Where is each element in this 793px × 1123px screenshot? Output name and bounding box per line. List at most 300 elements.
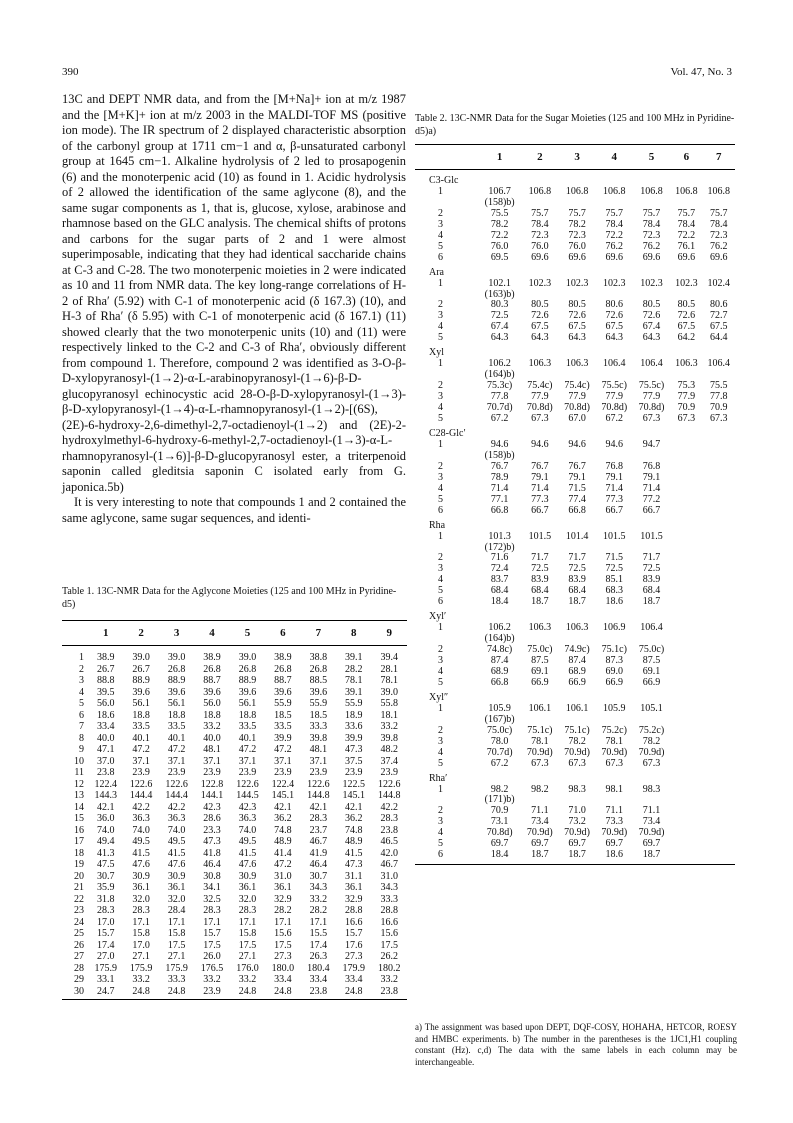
table2-cell: 71.4 (531, 482, 549, 494)
table1-cell: 180.4 (307, 962, 330, 974)
table1-cell: 122.5 (342, 778, 366, 790)
paragraph-2: It is very interesting to note that compounds 1 and 2 contained the same aglycone, same sugar sequences, and identi- (62, 495, 406, 525)
table1-row (62, 974, 407, 986)
table2-row-label: 3 (438, 655, 443, 667)
table2-cell (703, 506, 735, 517)
table1-cell: 17.5 (167, 939, 186, 951)
table2-cell: 106.8 (675, 185, 698, 197)
table2-cell: 72.2 (677, 229, 696, 241)
table2-row (415, 506, 735, 517)
table2-cell: (164)b) (484, 633, 515, 645)
table2-cell: 70.8d) (564, 402, 590, 414)
table2-cell (670, 462, 702, 473)
table2-cell: 18.4 (478, 850, 521, 864)
table2-row-label: 5 (438, 585, 443, 597)
table2-cell (670, 737, 702, 748)
table2-cell (670, 828, 702, 839)
table2-row-label: Xyl″ (429, 691, 449, 703)
table1-cell: 16.6 (345, 916, 363, 928)
table2-cell: 106.4 (640, 622, 663, 634)
table1-cell: 28.1 (380, 663, 398, 675)
table1-cell: 39.6 (167, 686, 186, 698)
table1-row (62, 986, 407, 1000)
table2-cell: 83.7 (490, 574, 509, 586)
table2-cell: 69.6 (642, 251, 661, 263)
table1-cell: 56.1 (238, 698, 257, 709)
table1-cell: 56.1 (132, 698, 150, 709)
table2-row-label: C28-Glc′ (429, 427, 466, 439)
table1-cell: 36.3 (238, 813, 257, 824)
table2-cell (478, 344, 521, 359)
table2-row-label: 4 (438, 229, 443, 241)
table2-cell: 69.7 (642, 838, 661, 850)
table1-cell: 38.9 (274, 652, 292, 663)
table1-cell: 15.8 (132, 928, 150, 939)
table1-cell: 17.1 (238, 916, 257, 928)
table2-cell (478, 608, 521, 623)
table1-cell: 39.0 (167, 652, 186, 663)
table2-cell: 72.6 (642, 310, 661, 322)
table2-cell: 98.3 (568, 783, 586, 795)
table2-cell: 106.2 (488, 622, 511, 634)
table2-cell: 87.5 (531, 655, 549, 667)
table1-cell: 28.2 (274, 905, 292, 916)
table1-row-label: 9 (79, 744, 84, 755)
table2-row-label: 2 (438, 552, 443, 564)
table2-cell: 18.4 (490, 596, 509, 608)
table1-cell: 18.6 (96, 709, 115, 721)
table2-cell: 69.6 (605, 251, 624, 263)
table2-cell (670, 850, 702, 864)
table1-cell: 144.4 (129, 790, 153, 801)
table1-cell: 144.8 (307, 790, 330, 801)
table1-cell: 144.5 (236, 790, 259, 801)
table1-cell: 24.7 (88, 986, 123, 1000)
table1-cell: 33.4 (274, 974, 292, 985)
table2-cell: 73.3 (605, 816, 624, 828)
table2-row-label (415, 451, 478, 462)
table2-cell (670, 806, 702, 817)
table1-cell: 33.2 (238, 974, 257, 985)
table2-row (415, 850, 735, 864)
table2-cell (670, 645, 702, 656)
table1-cell: 42.2 (380, 801, 398, 813)
table2-cell: 72.5 (568, 563, 586, 575)
table2-cell: 64.3 (605, 332, 624, 344)
table1-cell: 30.7 (309, 870, 328, 882)
table2-row (415, 689, 735, 704)
table2-cell: 78.2 (568, 735, 586, 747)
table2-cell (558, 517, 595, 532)
table1-cell: 17.4 (309, 939, 328, 951)
table2-cell (670, 506, 702, 517)
table1-cell: 17.5 (238, 939, 257, 951)
table2-col-header (415, 145, 478, 170)
table1-cell: 26.8 (167, 663, 186, 675)
table1-cell: 40.0 (203, 732, 221, 744)
table2-row-label: 2 (438, 805, 443, 817)
table1-cell: 46.5 (380, 836, 398, 847)
table1-col-header: 8 (336, 621, 371, 646)
table1-cell: 23.9 (203, 767, 221, 778)
table2-cell: 66.9 (605, 676, 624, 688)
table1-cell: 23.9 (380, 767, 398, 778)
table2-row-label (415, 634, 478, 645)
table1-cell: 23.8 (301, 986, 336, 1000)
table2-cell: 71.6 (490, 552, 509, 564)
table1-cell: 33.3 (167, 974, 186, 985)
table1-row (62, 756, 407, 768)
table2-cell: 106.4 (640, 358, 663, 370)
table1-cell: 39.8 (380, 732, 398, 744)
table2-cell: 67.5 (710, 321, 728, 333)
table1-row (62, 825, 407, 837)
table1-cell: 23.7 (309, 824, 328, 836)
table2-cell: 77.9 (531, 391, 549, 403)
table2-cell (478, 517, 521, 532)
table2-cell: 69.6 (677, 251, 696, 263)
table1-row-label: 12 (74, 778, 84, 790)
table2-cell: 64.3 (490, 332, 509, 344)
table2-row (415, 678, 735, 689)
table1-cell: 38.8 (309, 652, 328, 663)
table2-caption: Table 2. 13C-NMR Data for the Sugar Moieties (125 and 100 MHz in Pyridine-d5)a) (415, 113, 735, 137)
table1-cell: 18.8 (203, 709, 221, 721)
table1-cell: 28.3 (309, 813, 328, 824)
table1-cell: 23.9 (345, 767, 363, 778)
table2-cell: 68.3 (605, 585, 624, 597)
table1-cell: 46.4 (309, 859, 328, 870)
table1-cell: 41.5 (167, 847, 186, 859)
table1-row-label: 3 (79, 675, 84, 686)
table2-cell (670, 586, 702, 597)
table2-cell: 80.3 (490, 299, 509, 311)
table1-cell: 33.4 (345, 974, 363, 985)
table2-row (415, 737, 735, 748)
table1-cell: 42.1 (274, 801, 292, 813)
table2-cell: 85.1 (605, 574, 624, 586)
table2-cell: 94.6 (568, 438, 586, 450)
table2-cell: 67.2 (490, 757, 509, 769)
table1-cell: 78.1 (345, 675, 363, 686)
table1-cell: 34.3 (309, 882, 328, 893)
table1-cell: 15.8 (238, 928, 257, 939)
table2-cell: 78.2 (568, 218, 586, 230)
table2-cell (478, 264, 521, 279)
table1-cell: 37.1 (238, 755, 257, 767)
table2-cell: 77.2 (642, 493, 661, 505)
table2-row-label: Ara (429, 266, 444, 278)
table2-cell: 67.5 (677, 321, 696, 333)
table2-cell: 77.1 (490, 493, 509, 505)
table2-row (415, 495, 735, 506)
table1-row (62, 802, 407, 814)
table2-cell (670, 623, 702, 634)
table2-row-label: 4 (438, 402, 443, 414)
table2-row-label: 6 (438, 251, 443, 263)
table2-cell: 77.4 (568, 493, 586, 505)
table1-cell: 144.4 (165, 790, 188, 801)
table1-cell: 42.3 (203, 801, 221, 813)
table2-row (415, 279, 735, 290)
table1-col-header: 3 (159, 621, 194, 646)
table2-cell (633, 264, 670, 279)
table2-cell: 77.3 (605, 493, 624, 505)
table1-header-row (62, 621, 407, 646)
table2-cell: 67.4 (490, 321, 509, 333)
table2-cell: 75.1c) (527, 724, 553, 736)
table2-cell: 77.8 (490, 391, 509, 403)
table2-cell: 94.6 (531, 438, 549, 450)
table2-cell: 18.7 (642, 596, 661, 608)
table2-cell (596, 770, 633, 785)
table1-cell: 33.6 (345, 721, 363, 732)
table1-cell: 33.4 (309, 974, 328, 985)
table2-cell (670, 795, 702, 806)
table1-row (62, 675, 407, 687)
table2-cell (478, 770, 521, 785)
table1-cell: 39.8 (309, 732, 328, 744)
table2-row-label: 6 (415, 850, 478, 864)
table1-cell: 23.9 (309, 767, 328, 778)
table1-cell: 47.5 (96, 859, 115, 870)
table2-cell: 72.6 (677, 310, 696, 322)
table1-cell: 26.0 (203, 951, 221, 962)
table1-cell: 88.7 (203, 675, 221, 686)
table2-cell: 79.1 (642, 471, 661, 483)
table2-cell: 71.7 (642, 552, 661, 564)
table2-row-label: Rha′ (429, 772, 448, 784)
table2-col-header: 3 (558, 145, 595, 170)
table2-cell (558, 608, 595, 623)
table2-footnote: a) The assignment was based upon DEPT, DQF-COSY, HOHAHA, HETCOR, ROESY and HMBC experiments. b) The number in the parentheses is the 1JC1,H1 coupling constant (Hz). c,d) The data with the same labels in each column may be interchangeable. (415, 1022, 737, 1067)
table1-cell: 48.9 (274, 836, 292, 847)
table2-cell (703, 425, 735, 440)
table1-cell: 30.9 (132, 870, 150, 882)
table2-cell: 87.4 (490, 655, 509, 667)
table2-cell: (164)b) (484, 369, 515, 381)
volume-label: Vol. 47, No. 3 (670, 66, 732, 78)
table1-row (62, 871, 407, 883)
table2-cell: 102.4 (707, 277, 731, 289)
table1-cell: 17.0 (132, 939, 150, 951)
table1-row-label: 15 (74, 813, 84, 824)
table1-cell: 36.1 (238, 882, 257, 893)
table2-cell (670, 839, 702, 850)
table1-row-label: 16 (74, 824, 84, 836)
table2-row-label (415, 795, 478, 806)
table1-cell: 47.2 (132, 744, 150, 755)
table1-row-label: 20 (74, 870, 84, 882)
table1-row (62, 710, 407, 722)
table2-cell (670, 667, 702, 678)
table2-cell: 105.1 (640, 702, 663, 714)
table2-row (415, 704, 735, 715)
table1-cell: 56.0 (203, 698, 221, 709)
table1-cell: 180.0 (271, 962, 295, 974)
table2-cell: 72.5 (605, 563, 624, 575)
table1-cell: 33.3 (380, 893, 398, 905)
table2-cell (596, 425, 633, 440)
table1-row (62, 687, 407, 699)
table2-cell: 67.3 (642, 757, 661, 769)
table2-cell: 71.5 (568, 482, 586, 494)
table1-cell: 47.2 (274, 859, 292, 870)
table1-cell: 144.1 (200, 790, 224, 801)
table1-cell: 39.0 (238, 652, 257, 663)
table1-cell: 33.2 (380, 974, 398, 985)
table1-body (62, 646, 407, 1000)
table2-cell (703, 689, 735, 704)
table1-cell: 42.1 (309, 801, 328, 813)
table2-row-label (415, 543, 478, 554)
table2-cell: 75.4c) (527, 380, 553, 392)
table1-cell: 28.6 (203, 813, 221, 824)
table2-cell (521, 170, 558, 187)
table1-cell: 37.1 (274, 755, 292, 767)
table2-cell (633, 170, 670, 187)
table2-row-label: 2 (438, 644, 443, 656)
table1-cell: 88.7 (274, 675, 292, 686)
table2-col-header: 6 (670, 145, 702, 170)
table1-cell: 39.1 (345, 652, 363, 663)
table1-cell: 46.7 (380, 859, 398, 870)
table2-row-label: 2 (438, 724, 443, 736)
table2-cell: 66.8 (568, 504, 586, 516)
table1-cell: 47.1 (96, 744, 115, 755)
table2-cell: 94.6 (490, 438, 509, 450)
table2-cell: 70.9d) (526, 827, 553, 839)
table1-row-label: 7 (79, 721, 84, 732)
table1-cell: 16.6 (380, 916, 398, 928)
table1-cell: 15.6 (274, 928, 292, 939)
table1-row (62, 928, 407, 940)
table2-cell: (171)b) (484, 794, 515, 806)
table1-row-label: 18 (74, 847, 84, 859)
table2-cell: 76.0 (568, 240, 586, 252)
table2-cell: 72.6 (568, 310, 586, 322)
table2-row-label: 3 (438, 391, 443, 403)
table2-cell: 106.7 (488, 185, 511, 197)
table2-cell (703, 553, 735, 564)
table1-cell: 32.9 (274, 893, 292, 905)
table2-cell: 72.3 (710, 229, 728, 241)
table2-cell: 75.7 (568, 207, 586, 219)
table1-cell: 39.6 (309, 686, 328, 698)
table2-cell: 70.9d) (601, 827, 628, 839)
table2-cell: 87.3 (605, 655, 624, 667)
table2-cell: 66.9 (568, 676, 586, 688)
table2-cell: 69.5 (490, 251, 509, 263)
table1-cell: 18.5 (274, 709, 292, 721)
table2-cell: 78.9 (490, 471, 509, 483)
table1-row-label: 22 (74, 893, 84, 905)
table1-cell: 34.3 (380, 882, 398, 893)
table1-row-label: 11 (74, 767, 84, 778)
table1-cell: 122.4 (271, 778, 295, 790)
table2-cell (703, 645, 735, 656)
table2-cell (703, 451, 735, 462)
table1-cell: 32.9 (345, 893, 363, 905)
table2-cell: 75.7 (677, 207, 696, 219)
table1-cell: 55.9 (274, 698, 292, 709)
table2-row-label: 6 (438, 504, 443, 516)
table2-cell (478, 689, 521, 704)
table2-cell: 73.4 (531, 816, 549, 828)
table1-cell: 32.0 (167, 893, 186, 905)
table2-cell: 76.0 (531, 240, 549, 252)
table2-cell: 75.1c) (601, 644, 627, 656)
table2-cell: 70.8d) (601, 402, 628, 414)
table2-row (415, 359, 735, 370)
table1-cell: 49.5 (238, 836, 257, 847)
table1-col-header: 7 (301, 621, 336, 646)
table2-cell: 87.4 (568, 655, 586, 667)
table2-cell: 76.2 (642, 240, 661, 252)
table1-cell: 36.1 (345, 882, 363, 893)
table1-cell: 33.5 (167, 721, 186, 732)
table2-row-label: 4 (438, 321, 443, 333)
table1-cell: 17.5 (380, 939, 398, 951)
table2-cell: (163)b) (484, 288, 515, 300)
table1-row (62, 940, 407, 952)
table1-row (62, 790, 407, 802)
table1-cell: 18.8 (238, 709, 257, 721)
table2-col-header: 1 (478, 145, 521, 170)
table2-cell: 75.0c) (486, 724, 513, 736)
table1-cell: 31.8 (96, 893, 115, 905)
table2-cell: 72.2 (490, 229, 509, 241)
table2-row-label: Xyl (429, 347, 444, 359)
table1-row-label: 29 (74, 974, 84, 985)
table1-cell: 33.2 (309, 893, 328, 905)
table1-row (62, 894, 407, 906)
table2-cell: 76.7 (531, 460, 549, 472)
table1-row (62, 698, 407, 710)
table2-cell: 98.3 (642, 783, 661, 795)
table1-cell: 47.6 (132, 859, 150, 870)
table2-cell: 106.4 (707, 358, 731, 370)
table1-cell: 24.8 (123, 986, 158, 1000)
table2-cell: 102.3 (640, 277, 663, 289)
table1-cell: 55.9 (309, 698, 328, 709)
table2-cell (703, 850, 735, 864)
table2-cell: 80.6 (605, 299, 624, 311)
table1-cell: 33.2 (203, 721, 221, 732)
table1-cell: 28.2 (309, 905, 328, 916)
table1-cell: 42.2 (167, 801, 186, 813)
table1-cell: 26.8 (309, 663, 328, 675)
table1-cell: 23.8 (96, 767, 115, 778)
table1-cell: 33.3 (309, 721, 328, 732)
table2-cell: 76.1 (677, 240, 696, 252)
table2-cell: 66.9 (531, 676, 549, 688)
table2-cell (670, 495, 702, 506)
table2-cell: 101.3 (488, 530, 511, 542)
table2-cell: (158)b) (484, 196, 515, 208)
table1-cell: 24.8 (265, 986, 300, 1000)
table1-cell: 28.4 (167, 905, 186, 916)
table2-cell: 75.2c) (638, 724, 665, 736)
table1-cell: 39.4 (380, 652, 398, 663)
table2-row-label (415, 290, 478, 301)
table2-cell: 76.7 (568, 460, 586, 472)
table2-cell (703, 575, 735, 586)
table2-cell (478, 425, 521, 440)
table2-cell (670, 759, 702, 770)
table2-cell (703, 170, 735, 187)
table2-row (415, 344, 735, 359)
